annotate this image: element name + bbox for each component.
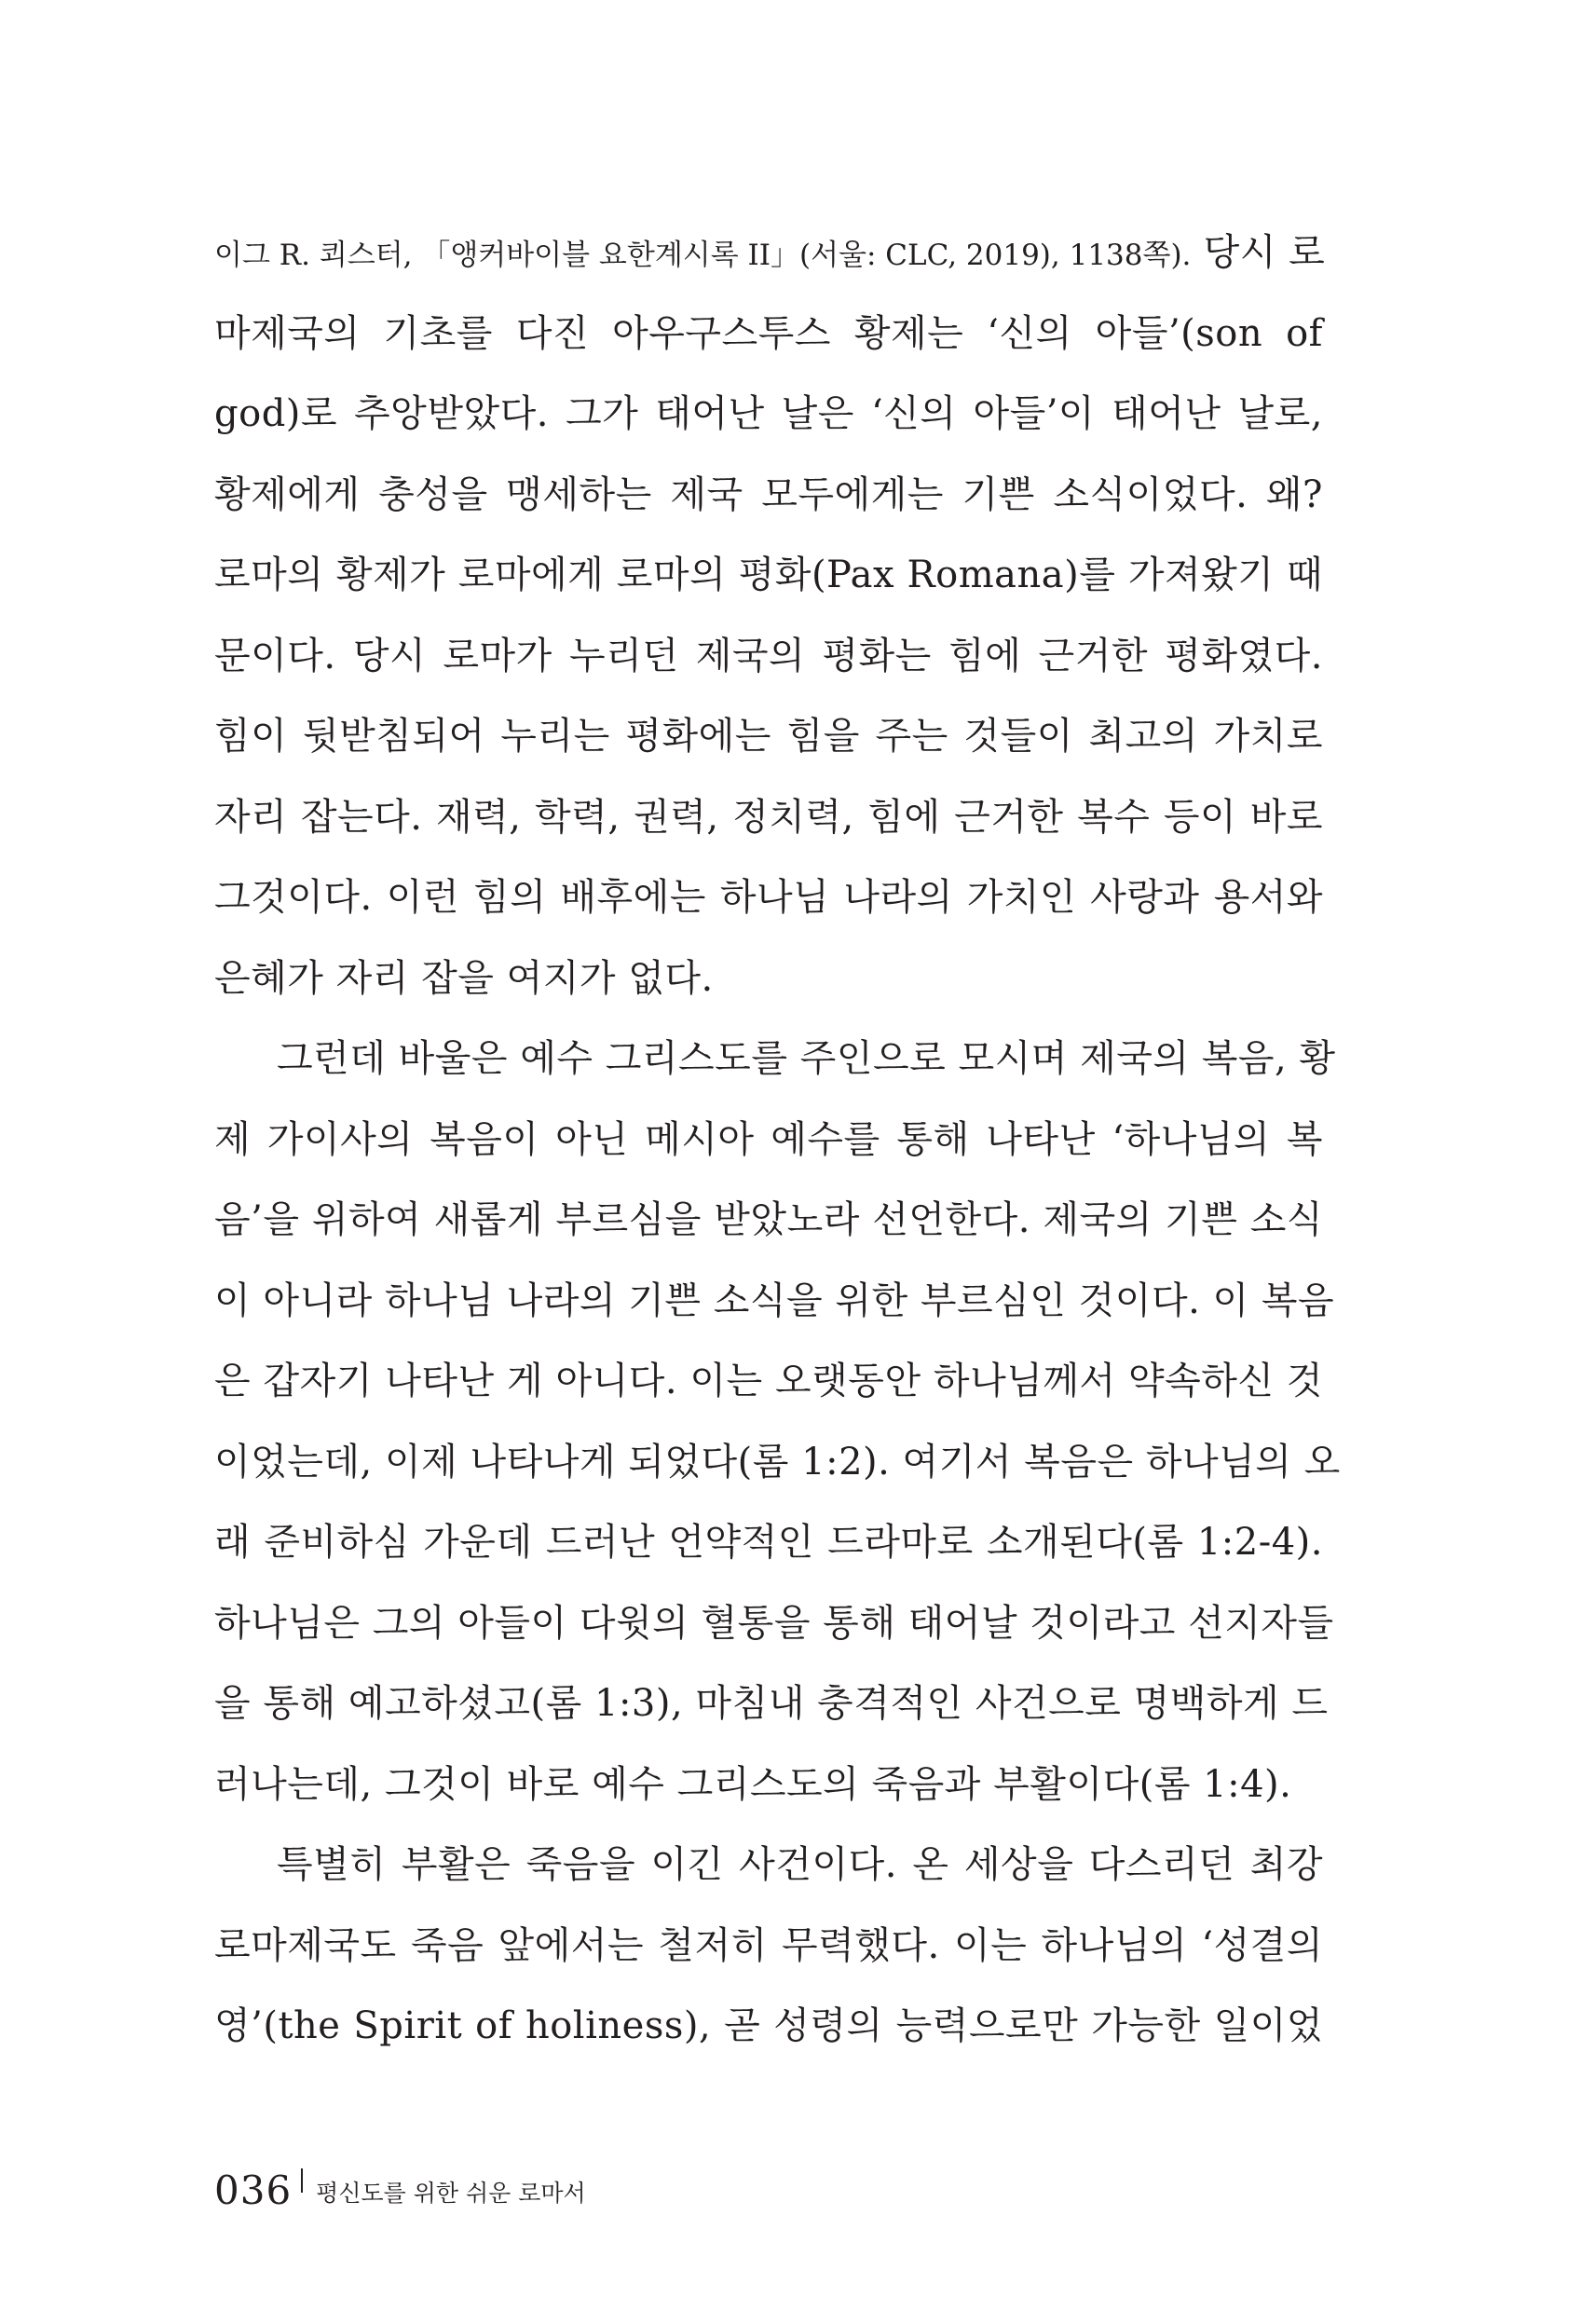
page-number: 036 (214, 2167, 293, 2213)
text-line-11: 그런데 바울은 예수 그리스도를 주인으로 모시며 제국의 복음, 황 (277, 1037, 1336, 1080)
text-line-22: 로마제국도 죽음 앞에서는 철저히 무력했다. 이는 하나님의 ‘성결의 (214, 1923, 1323, 1967)
text-line-1 (214, 212, 1326, 294)
text-line-19: 을 통해 예고하셨고(롬 1:3), 마침내 충격적인 사건으로 명백하게 드 (214, 1682, 1329, 1725)
text-line-16: 이었는데, 이제 나타나게 되었다(롬 1:2). 여기서 복음은 하나님의 오 (214, 1440, 1341, 1484)
text-line-10: 은혜가 자리 잡을 여지가 없다. (214, 956, 714, 1000)
text-line-2: 마제국의 기초를 다진 아우구스투스 황제는 ‘신의 아들’(son of (214, 311, 1323, 355)
footnote-citation-tail: 이그 R. 쾨스터, 「앵커바이블 요한계시록 II」(서울: CLC, 2019), 1138쪽). (214, 239, 1192, 272)
text-line-23: 영’(the Spirit of holiness), 곧 성령의 능력으로만 가능한 일이었 (214, 2004, 1323, 2047)
text-line-15: 은 갑자기 나타난 게 아니다. 이는 오랫동안 하나님께서 약속하신 것 (214, 1360, 1323, 1402)
text-line-14: 이 아니라 하나님 나라의 기쁜 소식을 위한 부르심인 것이다. 이 복음 (214, 1279, 1335, 1322)
text-line-8: 자리 잡는다. 재력, 학력, 권력, 정치력, 힘에 근거한 복수 등이 바로 (214, 795, 1323, 839)
text-line-6: 문이다. 당시 로마가 누리던 제국의 평화는 힘에 근거한 평화였다. (214, 634, 1323, 677)
body-text (214, 212, 1341, 2067)
text-line-17: 래 준비하심 가운데 드러난 언약적인 드라마로 소개된다(롬 1:2-4). (214, 1521, 1323, 1564)
text-line-21: 특별히 부활은 죽음을 이긴 사건이다. 온 세상을 다스리던 최강 (277, 1843, 1323, 1886)
page-footer (214, 2167, 586, 2213)
text-line-3: god)로 추앙받았다. 그가 태어난 날은 ‘신의 아들’이 태어난 날로, (214, 392, 1323, 435)
text-line-7: 힘이 뒷받침되어 누리는 평화에는 힘을 주는 것들이 최고의 가치로 (214, 715, 1323, 758)
text-line-9: 그것이다. 이런 힘의 배후에는 하나님 나라의 가치인 사랑과 용서와 (214, 876, 1323, 919)
footer-divider (301, 2168, 303, 2193)
text-line-18: 하나님은 그의 아들이 다윗의 혈통을 통해 태어날 것이라고 선지자들 (214, 1601, 1334, 1645)
text-line-12: 제 가이사의 복음이 아닌 메시아 예수를 통해 나타난 ‘하나님의 복 (214, 1117, 1323, 1161)
text-line-20: 러나는데, 그것이 바로 예수 그리스도의 죽음과 부활이다(롬 1:4). (214, 1762, 1292, 1806)
running-title: 평신도를 위한 쉬운 로마서 (316, 2180, 586, 2207)
text-line-13: 음’을 위하여 새롭게 부르심을 받았노라 선언한다. 제국의 기쁜 소식 (214, 1198, 1323, 1241)
text-line-4: 황제에게 충성을 맹세하는 제국 모두에게는 기쁜 소식이었다. 왜? (214, 472, 1323, 516)
text-line-5: 로마의 황제가 로마에게 로마의 평화(Pax Romana)를 가져왔기 때 (214, 554, 1323, 596)
line-1-text: 당시 로 (1191, 231, 1326, 274)
